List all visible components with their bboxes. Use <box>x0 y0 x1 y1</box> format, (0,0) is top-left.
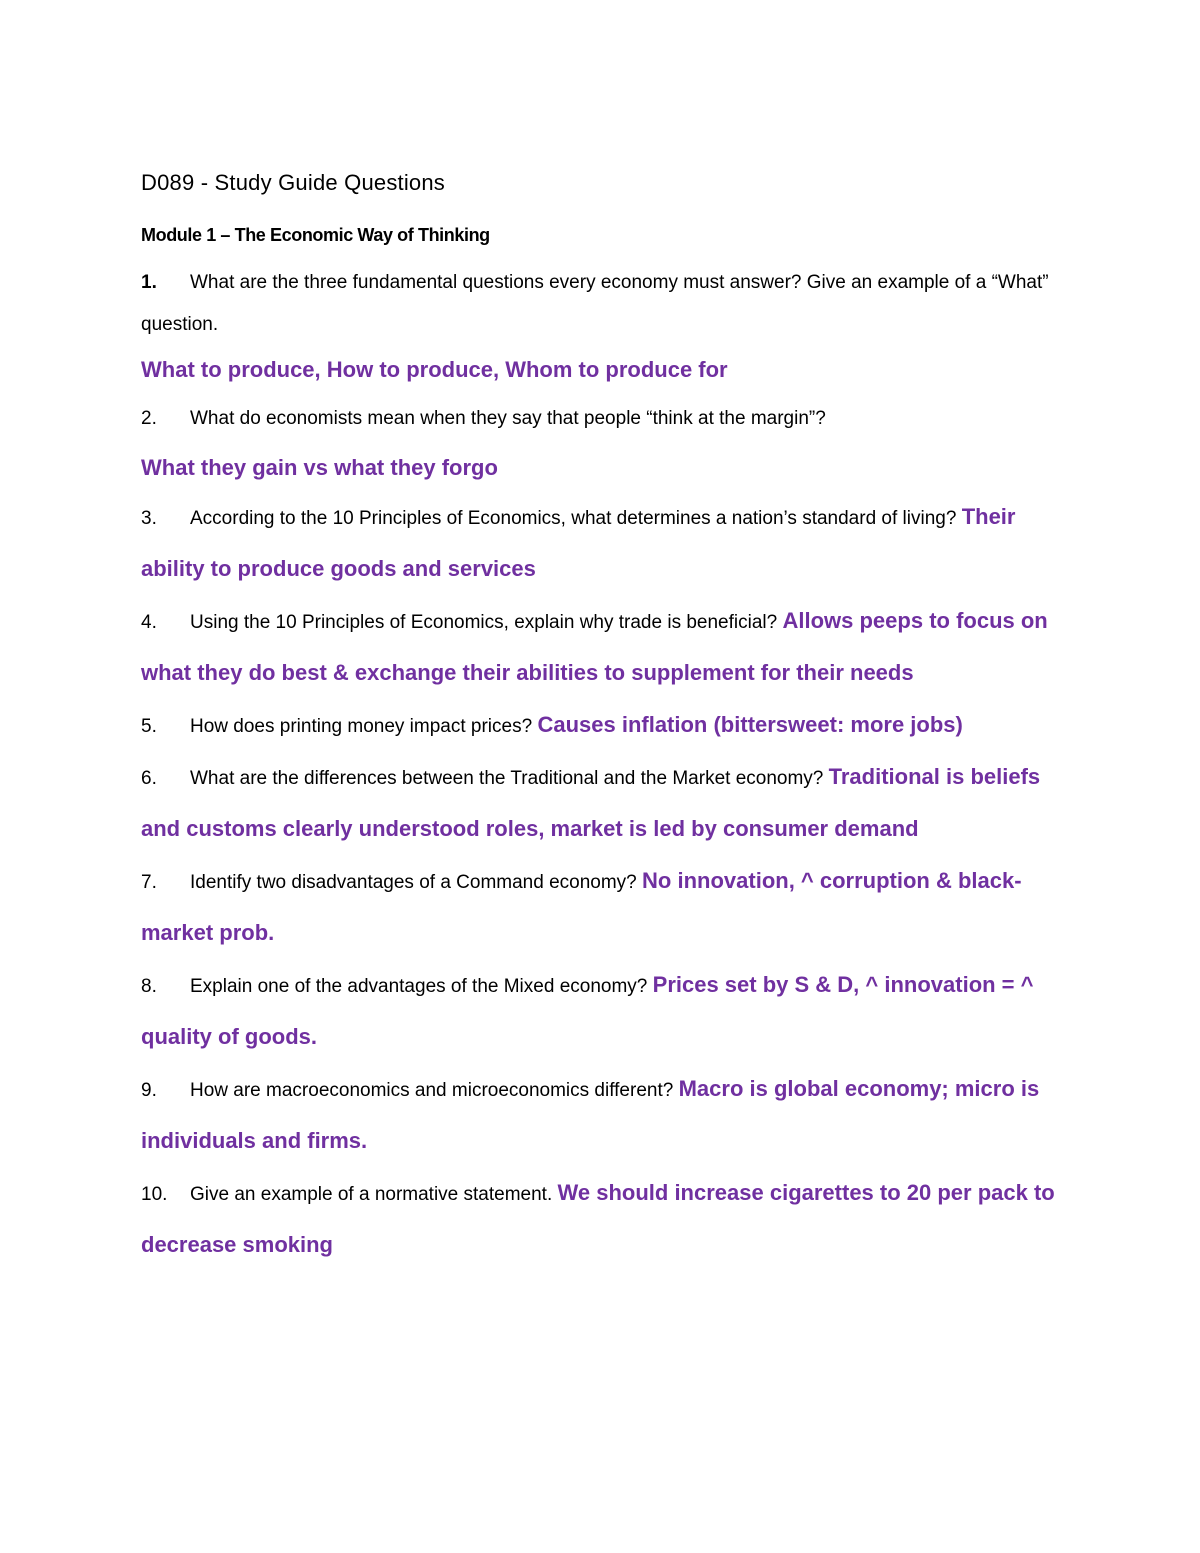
question-text: Using the 10 Principles of Economics, explain why trade is beneficial? <box>190 612 778 633</box>
document-title: D089 - Study Guide Questions <box>141 170 445 195</box>
question-text: Identify two disadvantages of a Command economy? <box>190 872 637 893</box>
question-number: 9. <box>141 1080 157 1101</box>
answer-text: We should increase cigarettes to 20 per pack to decrease smoking <box>141 1180 1055 1257</box>
answer-text: What to produce, How to produce, Whom to produce for <box>141 357 728 382</box>
question-line <box>141 596 1066 700</box>
question-text: How are macroeconomics and microeconomics different? <box>190 1080 674 1101</box>
answer-text: No innovation, ^ corruption & black-market prob. <box>141 868 1022 945</box>
question-item <box>141 394 1066 492</box>
question-item <box>141 262 1066 394</box>
question-text: Give an example of a normative statement. <box>190 1184 553 1205</box>
question-text: Explain one of the advantages of the Mixed economy? <box>190 976 648 997</box>
answer-text: Causes inflation (bittersweet: more jobs) <box>537 712 963 737</box>
answer-text: Macro is global economy; micro is individuals and firms. <box>141 1076 1040 1153</box>
document-content <box>141 166 1066 1272</box>
question-line <box>141 492 1066 596</box>
question-item <box>141 596 1066 700</box>
question-line <box>141 960 1066 1064</box>
question-item <box>141 492 1066 596</box>
question-text: What are the differences between the Traditional and the Market economy? <box>190 768 824 789</box>
answer-text: Traditional is beliefs and customs clearly understood roles, market is led by consumer demand <box>141 764 1041 841</box>
question-number: 10. <box>141 1184 168 1205</box>
question-text: According to the 10 Principles of Economics, what determines a nation’s standard of living? <box>190 508 957 529</box>
question-text: What are the three fundamental questions every economy must answer? Give an example of a “What” question. <box>141 272 1049 335</box>
question-item <box>141 752 1066 856</box>
question-item <box>141 1064 1066 1168</box>
question-line <box>141 1168 1066 1272</box>
question-line <box>141 394 1066 444</box>
question-item <box>141 856 1066 960</box>
question-line <box>141 752 1066 856</box>
question-text: How does printing money impact prices? <box>190 716 533 737</box>
question-number: 1. <box>141 272 157 293</box>
question-number: 5. <box>141 716 157 737</box>
question-text: What do economists mean when they say that people “think at the margin”? <box>190 408 826 429</box>
question-line <box>141 856 1066 960</box>
question-line <box>141 1064 1066 1168</box>
question-number: 6. <box>141 768 157 789</box>
answer-text: Their ability to produce goods and services <box>141 504 1016 581</box>
answer-text: What they gain vs what they forgo <box>141 455 498 480</box>
question-list <box>141 262 1066 1272</box>
question-number: 4. <box>141 612 157 633</box>
question-number: 3. <box>141 508 157 529</box>
question-item <box>141 960 1066 1064</box>
question-number: 2. <box>141 408 157 429</box>
answer-text: Allows peeps to focus on what they do best & exchange their abilities to supplement for their needs <box>141 608 1048 685</box>
question-line <box>141 700 1066 752</box>
question-item <box>141 700 1066 752</box>
question-number: 8. <box>141 976 157 997</box>
question-line <box>141 262 1066 346</box>
question-number: 7. <box>141 872 157 893</box>
answer-text: Prices set by S & D, ^ innovation = ^ quality of goods. <box>141 972 1034 1049</box>
question-item <box>141 1168 1066 1272</box>
module-title: Module 1 – The Economic Way of Thinking <box>141 225 490 245</box>
